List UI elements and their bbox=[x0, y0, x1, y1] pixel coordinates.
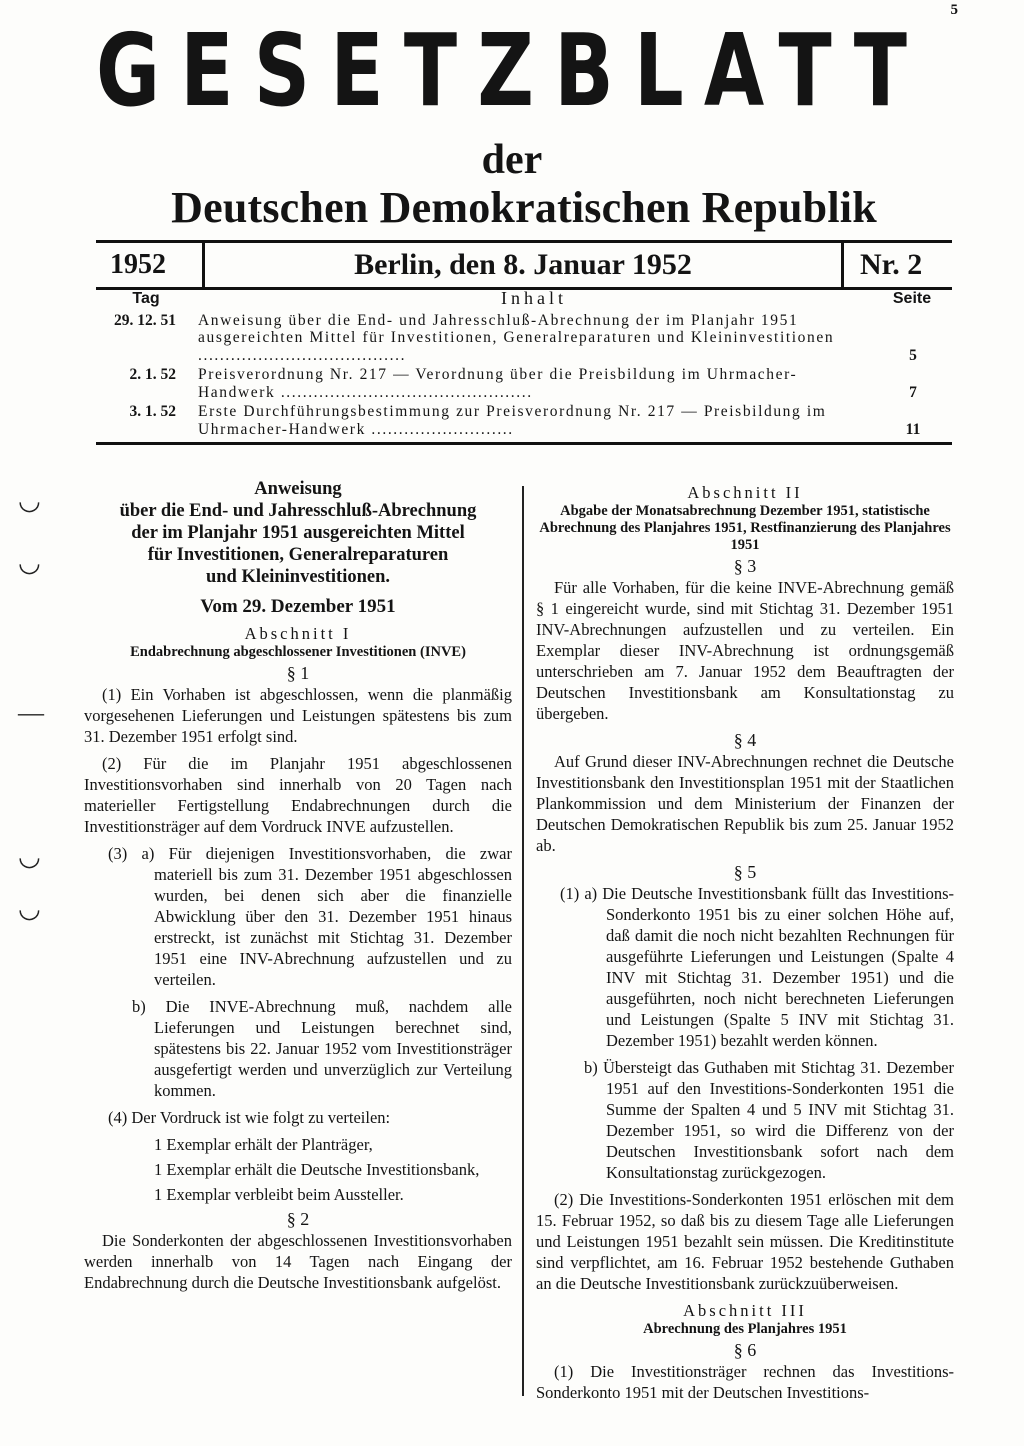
section-title: Abrechnung des Planjahres 1951 bbox=[643, 1321, 847, 1337]
section-title: Endabrechnung abgeschlossener Investitionen (INVE) bbox=[130, 644, 466, 660]
masthead-der: der bbox=[481, 137, 543, 183]
paragraph-item: (4) Der Vordruck ist wie folgt zu verteilen: bbox=[108, 1108, 391, 1127]
margin-marks bbox=[18, 486, 48, 924]
issue-year: 1952 bbox=[96, 243, 205, 287]
section-heading: Abschnitt II bbox=[687, 483, 803, 502]
paragraph-heading: § 1 bbox=[286, 663, 310, 683]
toc-col-seite: Seite bbox=[892, 290, 932, 307]
paragraph-text: Auf Grund dieser INV-Abrechnungen rechnet die Deutsche Investitionsbank den Investitionsplan 1951 mit der Staatlichen Plankommission und dem Ministerium der Finanzen der Deutschen Demokratischen Republik bis zum 25. Januar 1952 ab. bbox=[536, 752, 954, 855]
paragraph-item: b) Die INVE-Abrechnung muß, nachdem alle Lieferungen und Leistungen berechnet sind, spätestens bis 22. Januar 1952 vom Investitionsträger ausgefertigt werden und unverzüglich zur Verteilung kommen. bbox=[132, 997, 512, 1100]
masthead-republik: Deutschen Demokratischen Republik bbox=[171, 183, 877, 232]
toc-row bbox=[96, 403, 952, 438]
toc-page: 5 bbox=[909, 346, 917, 364]
toc-text: Erste Durchführungsbestimmung zur Preisverordnung Nr. 217 — Preisbildung im Uhrmacher-Handwerk .......................... bbox=[198, 403, 827, 438]
margin-tick-icon: ◡ bbox=[18, 842, 41, 871]
paragraph-item: (3) a) Für diejenigen Investitionsvorhaben, die zwar materiell bis zum 31. Dezember 1951 abgeschlossen wurden, bei denen sich aber die finanzielle Abwicklung über den 31. Dezember 1951 hinaus erstreckt, ist zunächst mit Stichtag 31. Dezember 1951 eine INV-Abrechnung aufzustellen und zu verteilen. bbox=[108, 844, 512, 989]
margin-tick-icon: ◡ bbox=[18, 486, 41, 515]
paragraph-text: (2) Die Investitions-Sonderkonten 1951 erlöschen mit dem 15. Februar 1952, so daß bis zu diesem Tage alle Lieferungen und Leistungen 1951 bezahlt sein müssen. Die Kreditinstitute sind verpflichtet, am 16. Februar 1952 bestehende Guthaben an die Deutsche Investitionsbank zurückzuüberweisen. bbox=[536, 1190, 954, 1293]
toc-row bbox=[96, 312, 952, 365]
list-item: 1 Exemplar erhält die Deutsche Investitionsbank, bbox=[154, 1160, 480, 1179]
right-column bbox=[536, 478, 954, 1409]
paragraph-heading: § 4 bbox=[733, 730, 757, 750]
paragraph-text: (1) Die Investitionsträger rechnen das Investitions-Sonderkonto 1951 mit der Deutschen Investitions- bbox=[536, 1362, 954, 1402]
list-item: 1 Exemplar verbleibt beim Aussteller. bbox=[154, 1185, 404, 1204]
margin-tick-icon: ◡ bbox=[18, 894, 41, 923]
toc-page: 11 bbox=[905, 420, 921, 438]
list-item: 1 Exemplar erhält der Planträger, bbox=[154, 1135, 373, 1154]
toc-header bbox=[96, 290, 952, 308]
paragraph-heading: § 3 bbox=[733, 556, 757, 576]
column-divider bbox=[522, 486, 524, 1396]
paragraph-text: Die Sonderkonten der abgeschlossenen Investitionsvorhaben werden innerhalb von 14 Tagen nach Eingang der Endabrechnung durch die Deutsche Investitionsbank aufgelöst. bbox=[84, 1231, 512, 1292]
document-date: Vom 29. Dezember 1951 bbox=[200, 596, 396, 617]
issue-bar bbox=[96, 240, 952, 290]
masthead-title: GESETZBLATT bbox=[96, 12, 928, 129]
toc-date: 29. 12. 51 bbox=[114, 311, 176, 329]
margin-tick-icon: ◡ bbox=[18, 548, 41, 577]
toc-col-inhalt: Inhalt bbox=[501, 288, 567, 308]
issue-place-date: Berlin, den 8. Januar 1952 bbox=[354, 248, 692, 281]
paragraph-item: b) Übersteigt das Guthaben mit Stichtag 31. Dezember 1951 auf den Investitions-Sonderkonten 1951 die Summe der Spalten 4 und 5 INV mit Stichtag 31. Dezember 1951, so wird die Differenz von der Deutschen Investitionsbank sofort nach dem Konsultationstag zurückgezogen. bbox=[584, 1058, 954, 1182]
paragraph-text: Für alle Vorhaben, für die keine INVE-Abrechnung gemäß § 1 eingereicht wurde, sind mit Stichtag 31. Dezember 1951 INV-Abrechnungen aufzustellen und zu verteilen. Ein Exemplar dieser INV-Abrechnung ist ordnungsgemäß unterschrieben am 7. Januar 1952 dem Beauftragten der Deutschen Investitionsbank am Konsultationstag zu übergeben. bbox=[536, 578, 954, 723]
paragraph-item: (1) a) Die Deutsche Investitionsbank füllt das Investitions-Sonderkonto 1951 bis zu einer solchen Höhe auf, daß damit die noch nicht bezahlten Rechnungen für ausgeführte Lieferungen und Leistungen (Spalte 4 INV mit Stichtag 31. Dezember 1951) und die ausgeführten, noch nicht berechneten Lieferungen und Leistungen (Spalte 5 INV mit Stichtag 31. Dezember 1951) bezahlt werden können. bbox=[560, 884, 954, 1050]
toc-page: 7 bbox=[909, 383, 917, 401]
issue-number: Nr. 2 bbox=[841, 243, 952, 287]
paragraph-heading: § 5 bbox=[733, 862, 757, 882]
paragraph-heading: § 6 bbox=[733, 1340, 757, 1360]
toc-text: Preisverordnung Nr. 217 — Verordnung über die Preisbildung im Uhrmacher-Handwerk .............................................. bbox=[198, 366, 798, 401]
document-title: Anweisung über die End- und Jahresschluß-Abrechnung der im Planjahr 1951 ausgereichten Mittel für Investitionen, Generalreparaturen und Kleininvestitionen. bbox=[119, 479, 477, 587]
toc-row bbox=[96, 366, 952, 401]
section-heading: Abschnitt III bbox=[683, 1301, 807, 1320]
table-of-contents bbox=[96, 290, 952, 440]
page-number: 5 bbox=[950, 2, 958, 18]
paragraph-heading: § 2 bbox=[286, 1209, 310, 1229]
section-heading: Abschnitt I bbox=[244, 624, 352, 643]
paragraph-text: (1) Ein Vorhaben ist abgeschlossen, wenn die planmäßig vorgesehenen Lieferungen und Leistungen spätestens bis zum 31. Dezember 1951 erfolgt sind. bbox=[84, 685, 512, 746]
left-column bbox=[84, 478, 512, 1299]
toc-date: 3. 1. 52 bbox=[129, 403, 176, 420]
toc-text: Anweisung über die End- und Jahresschluß-Abrechnung der im Planjahr 1951 ausgereichten Mittel für Investitionen, Generalreparaturen und Kleininvestitionen ...................................... bbox=[198, 311, 835, 364]
paragraph-text: (2) Für die im Planjahr 1951 abgeschlossenen Investitionsvorhaben sind innerhalb von 20 Tagen nach materieller Fertigstellung Endabrechnungen durch die Investitionsträger auf dem Vordruck INVE aufzustellen. bbox=[84, 754, 512, 836]
toc-bottom-rule bbox=[96, 442, 952, 445]
section-title: Abgabe der Monatsabrechnung Dezember 1951, statistische Abrechnung des Planjahres 1951, Restfinanzierung des Planjahres 1951 bbox=[539, 503, 951, 553]
toc-col-tag: Tag bbox=[132, 290, 160, 307]
margin-dash-icon: — bbox=[18, 698, 44, 727]
toc-date: 2. 1. 52 bbox=[129, 366, 176, 383]
